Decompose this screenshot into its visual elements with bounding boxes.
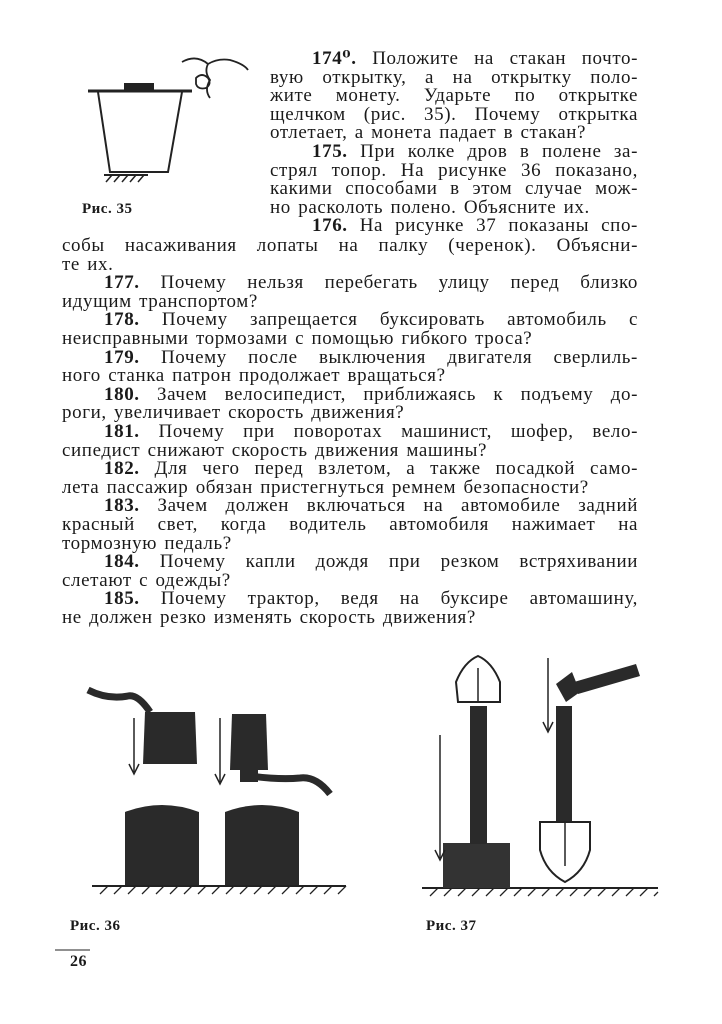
problem-number: 176.	[312, 215, 348, 237]
problem-number: 185.	[104, 588, 140, 610]
problem-178	[62, 311, 638, 348]
problem-number: 179.	[104, 346, 140, 368]
problem-text: неисправными тормозами с помощью гибкого троса?	[62, 327, 533, 349]
problem-number: 184.	[104, 551, 140, 573]
figure-37-shovel-handle	[422, 656, 658, 896]
problem-number: 180.	[104, 383, 140, 405]
problem-number: 181.	[104, 420, 140, 442]
figure-37-caption: Рис. 37	[426, 918, 477, 934]
problem-text: Почему после выключения двигателя сверлиль-	[160, 346, 638, 368]
problems-main-column	[62, 237, 638, 627]
problem-text: лета пассажир обязан пристегнуться ремнем безопасности?	[62, 476, 589, 498]
problem-text: идущим транспортом?	[62, 290, 258, 312]
text-line	[270, 217, 638, 236]
problem-number: 183.	[104, 495, 140, 517]
problem-184	[62, 553, 638, 590]
problem-text: но расколоть полено. Объясните их.	[270, 196, 590, 218]
problem-183	[62, 497, 638, 553]
figure-35-caption: Рис. 35	[82, 201, 133, 217]
problem-182	[62, 460, 638, 497]
problem-text: Зачем должен включаться на автомобиле задний	[157, 495, 638, 517]
problem-number: 182.	[104, 458, 140, 480]
problem-text: роги, увеличивает скорость движения?	[62, 402, 405, 424]
problem-text: Почему трактор, ведя на буксире автомашину,	[160, 588, 638, 610]
problem-text: собы насаживания лопаты на палку (черенок). Объясни-	[62, 235, 638, 256]
problem-180	[62, 383, 638, 424]
problem-text: На рисунке 37 показаны спо-	[359, 215, 638, 237]
problem-175	[270, 140, 638, 218]
problem-text: Для чего перед взлетом, а также посадкой само-	[154, 458, 638, 480]
problem-text: слетают с одежды?	[62, 569, 231, 591]
problem-text: стрял топор. На рисунке 36 показано,	[270, 159, 638, 181]
problem-text: красный свет, когда водитель автомобиля нажимает на	[62, 513, 638, 535]
problem-179	[62, 346, 638, 387]
text-line	[62, 237, 638, 256]
problem-text: Почему капли дождя при резком встряхивании	[159, 551, 638, 573]
problem-number: 178.	[104, 309, 140, 331]
figure-35-glass-card-coin	[88, 58, 248, 182]
problem-text: те их.	[62, 253, 114, 275]
problem-number: 174⁰.	[312, 48, 357, 69]
problem-text: какими способами в этом случае мож-	[270, 178, 638, 200]
problem-text: Положите на стакан почто-	[372, 48, 638, 69]
problem-text: сипедист снижают скорость движения машины?	[62, 439, 488, 461]
problem-text: вую открытку, а на открытку поло-	[270, 66, 638, 88]
problem-text: Почему нельзя перебегать улицу перед близко	[160, 272, 639, 294]
problem-177	[62, 274, 638, 311]
problem-text: Зачем велосипедист, приближаясь к подъему до-	[157, 383, 638, 405]
problem-text: тормозную педаль?	[62, 532, 232, 554]
problem-text: ного станка патрон продолжает вращаться?	[62, 365, 446, 387]
problem-text: щелчком (рис. 35). Почему открытка	[270, 103, 638, 125]
problem-174	[270, 50, 638, 143]
page-number: 26	[70, 953, 87, 970]
problem-text: Почему запрещается буксировать автомобиль с	[161, 309, 638, 331]
problem-176	[270, 217, 638, 236]
problems-top-column	[270, 50, 638, 236]
problem-number: 175.	[312, 140, 348, 162]
problem-text: Почему при поворотах машинист, шофер, вело-	[158, 420, 638, 442]
problem-number: 177.	[104, 272, 140, 294]
problem-text: отлетает, а монета падает в стакан?	[270, 122, 587, 144]
problem-text: не должен резко изменять скорость движения?	[62, 606, 476, 628]
problem-continued	[62, 237, 638, 274]
problem-185	[62, 590, 638, 627]
figure-36-caption: Рис. 36	[70, 918, 121, 934]
figure-36-axe-and-logs	[88, 690, 346, 894]
problem-text: жите монету. Ударьте по открытке	[270, 85, 638, 107]
text-line	[62, 606, 638, 628]
problem-181	[62, 420, 638, 461]
problem-text: При колке дров в полене за-	[360, 140, 638, 162]
